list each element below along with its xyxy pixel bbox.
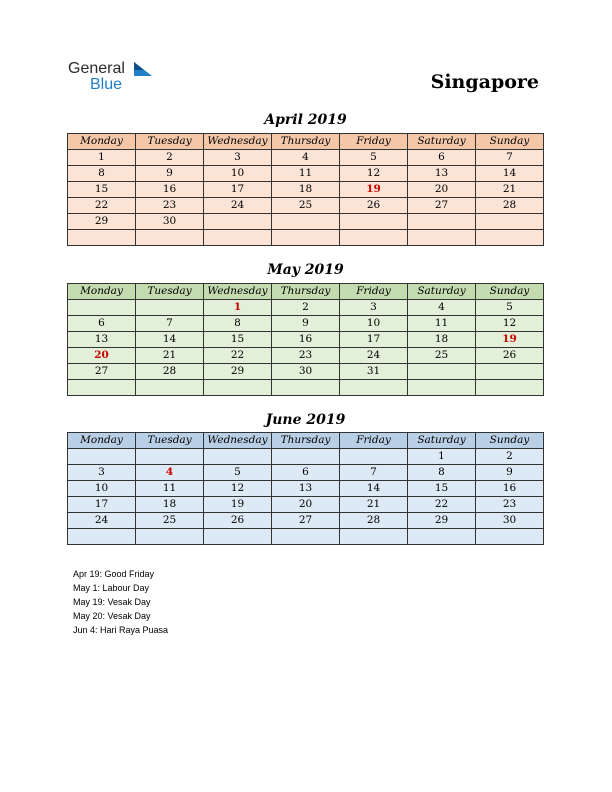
week-row (68, 316, 544, 332)
day-cell: 26 (476, 348, 544, 364)
day-cell: 6 (408, 150, 476, 166)
day-cell: 3 (68, 465, 136, 481)
day-cell: 27 (408, 198, 476, 214)
weekday-header-row (68, 433, 544, 449)
day-cell: 5 (204, 465, 272, 481)
day-cell: 22 (204, 348, 272, 364)
day-cell (68, 230, 136, 246)
day-cell: 6 (272, 465, 340, 481)
day-cell: 12 (340, 166, 408, 182)
day-cell (408, 380, 476, 396)
weekday-header: Friday (340, 134, 408, 150)
day-cell: 1 (68, 150, 136, 166)
day-cell (476, 380, 544, 396)
day-cell (340, 380, 408, 396)
day-cell: 17 (340, 332, 408, 348)
week-row (68, 300, 544, 316)
day-cell: 30 (136, 214, 204, 230)
week-row (68, 465, 544, 481)
day-cell: 31 (340, 364, 408, 380)
day-cell (408, 364, 476, 380)
day-cell (340, 214, 408, 230)
day-cell (136, 230, 204, 246)
day-cell: 29 (204, 364, 272, 380)
day-cell: 15 (408, 481, 476, 497)
day-cell: 12 (476, 316, 544, 332)
week-row (68, 449, 544, 465)
weekday-header: Saturday (408, 433, 476, 449)
day-cell: 14 (476, 166, 544, 182)
day-cell: 25 (408, 348, 476, 364)
day-cell (476, 529, 544, 545)
day-cell: 30 (476, 513, 544, 529)
month-title-april: April 2019 (264, 112, 347, 128)
day-cell: 24 (340, 348, 408, 364)
day-cell: 7 (476, 150, 544, 166)
weekday-header: Thursday (272, 284, 340, 300)
month-title-june: June 2019 (265, 412, 346, 428)
day-cell: 1 (408, 449, 476, 465)
week-row (68, 529, 544, 545)
week-row (68, 481, 544, 497)
day-cell: 7 (340, 465, 408, 481)
day-cell: 10 (204, 166, 272, 182)
day-cell (204, 529, 272, 545)
day-cell: 7 (136, 316, 204, 332)
day-cell: 23 (272, 348, 340, 364)
day-cell: 11 (272, 166, 340, 182)
day-cell: 12 (204, 481, 272, 497)
day-cell: 27 (68, 364, 136, 380)
calendar-june (67, 432, 544, 545)
day-cell (476, 230, 544, 246)
day-cell (340, 449, 408, 465)
day-cell (272, 449, 340, 465)
holiday-day-cell: 4 (136, 465, 204, 481)
day-cell: 2 (476, 449, 544, 465)
day-cell (272, 529, 340, 545)
day-cell: 23 (136, 198, 204, 214)
day-cell: 2 (136, 150, 204, 166)
weekday-header: Sunday (476, 433, 544, 449)
day-cell: 16 (272, 332, 340, 348)
day-cell: 28 (340, 513, 408, 529)
logo-flag-icon (134, 62, 152, 76)
day-cell: 2 (272, 300, 340, 316)
day-cell (204, 380, 272, 396)
week-row (68, 166, 544, 182)
day-cell (136, 300, 204, 316)
week-row (68, 332, 544, 348)
calendar-body (68, 150, 544, 246)
week-row (68, 150, 544, 166)
day-cell: 25 (272, 198, 340, 214)
holiday-day-cell: 19 (340, 182, 408, 198)
calendar-april (67, 133, 544, 246)
logo-blue-text: Blue (90, 76, 123, 93)
day-cell: 27 (272, 513, 340, 529)
day-cell: 18 (408, 332, 476, 348)
day-cell (68, 529, 136, 545)
day-cell: 3 (204, 150, 272, 166)
week-row (68, 364, 544, 380)
day-cell: 16 (476, 481, 544, 497)
day-cell: 25 (136, 513, 204, 529)
weekday-header: Tuesday (136, 134, 204, 150)
day-cell: 4 (272, 150, 340, 166)
day-cell: 14 (136, 332, 204, 348)
weekday-header: Wednesday (204, 433, 272, 449)
week-row (68, 230, 544, 246)
weekday-header: Thursday (272, 134, 340, 150)
day-cell (68, 380, 136, 396)
weekday-header-row (68, 284, 544, 300)
calendar-body (68, 449, 544, 545)
day-cell: 18 (272, 182, 340, 198)
day-cell: 29 (408, 513, 476, 529)
logo-general-text: General (68, 60, 125, 77)
holiday-item: Apr 19: Good Friday (73, 569, 155, 579)
day-cell (204, 449, 272, 465)
calendar-body (68, 300, 544, 396)
day-cell: 20 (272, 497, 340, 513)
day-cell: 13 (408, 166, 476, 182)
day-cell: 19 (204, 497, 272, 513)
day-cell: 28 (136, 364, 204, 380)
day-cell: 11 (408, 316, 476, 332)
day-cell: 21 (476, 182, 544, 198)
day-cell (68, 300, 136, 316)
day-cell: 11 (136, 481, 204, 497)
holiday-item: Jun 4: Hari Raya Puasa (73, 625, 169, 635)
holiday-item: May 1: Labour Day (73, 583, 150, 593)
day-cell (476, 364, 544, 380)
weekday-header: Saturday (408, 284, 476, 300)
day-cell: 23 (476, 497, 544, 513)
day-cell: 13 (68, 332, 136, 348)
day-cell: 17 (204, 182, 272, 198)
day-cell: 9 (136, 166, 204, 182)
day-cell: 6 (68, 316, 136, 332)
day-cell: 22 (408, 497, 476, 513)
day-cell: 8 (408, 465, 476, 481)
day-cell (272, 214, 340, 230)
day-cell (272, 230, 340, 246)
day-cell (68, 449, 136, 465)
day-cell (136, 449, 204, 465)
day-cell (340, 529, 408, 545)
day-cell (408, 529, 476, 545)
day-cell: 5 (340, 150, 408, 166)
day-cell: 8 (68, 166, 136, 182)
day-cell: 29 (68, 214, 136, 230)
day-cell: 16 (136, 182, 204, 198)
day-cell: 28 (476, 198, 544, 214)
weekday-header: Thursday (272, 433, 340, 449)
day-cell (408, 214, 476, 230)
day-cell: 14 (340, 481, 408, 497)
day-cell (408, 230, 476, 246)
week-row (68, 198, 544, 214)
day-cell (204, 214, 272, 230)
week-row (68, 513, 544, 529)
weekday-header: Monday (68, 134, 136, 150)
weekday-header: Sunday (476, 134, 544, 150)
day-cell (136, 529, 204, 545)
holiday-item: May 19: Vesak Day (73, 597, 151, 607)
week-row (68, 214, 544, 230)
day-cell: 13 (272, 481, 340, 497)
weekday-header: Monday (68, 433, 136, 449)
day-cell (476, 214, 544, 230)
day-cell: 26 (340, 198, 408, 214)
day-cell: 24 (68, 513, 136, 529)
day-cell: 8 (204, 316, 272, 332)
calendar-may (67, 283, 544, 396)
weekday-header: Tuesday (136, 433, 204, 449)
holiday-day-cell: 19 (476, 332, 544, 348)
country-title: Singapore (430, 71, 539, 93)
day-cell: 17 (68, 497, 136, 513)
weekday-header-row (68, 134, 544, 150)
holiday-item: May 20: Vesak Day (73, 611, 151, 621)
weekday-header: Tuesday (136, 284, 204, 300)
day-cell: 24 (204, 198, 272, 214)
holiday-day-cell: 20 (68, 348, 136, 364)
weekday-header: Sunday (476, 284, 544, 300)
day-cell: 9 (476, 465, 544, 481)
day-cell (340, 230, 408, 246)
day-cell: 18 (136, 497, 204, 513)
day-cell: 30 (272, 364, 340, 380)
week-row (68, 380, 544, 396)
weekday-header: Friday (340, 284, 408, 300)
day-cell: 22 (68, 198, 136, 214)
day-cell: 21 (340, 497, 408, 513)
day-cell: 10 (68, 481, 136, 497)
day-cell (204, 230, 272, 246)
day-cell: 4 (408, 300, 476, 316)
day-cell: 3 (340, 300, 408, 316)
weekday-header: Wednesday (204, 284, 272, 300)
day-cell: 15 (68, 182, 136, 198)
month-title-may: May 2019 (267, 262, 344, 278)
day-cell: 20 (408, 182, 476, 198)
week-row (68, 348, 544, 364)
week-row (68, 182, 544, 198)
day-cell: 26 (204, 513, 272, 529)
day-cell: 5 (476, 300, 544, 316)
day-cell: 21 (136, 348, 204, 364)
week-row (68, 497, 544, 513)
holiday-list (73, 567, 168, 637)
day-cell (136, 380, 204, 396)
day-cell: 9 (272, 316, 340, 332)
weekday-header: Monday (68, 284, 136, 300)
holiday-day-cell: 1 (204, 300, 272, 316)
day-cell (272, 380, 340, 396)
day-cell: 15 (204, 332, 272, 348)
weekday-header: Wednesday (204, 134, 272, 150)
weekday-header: Friday (340, 433, 408, 449)
weekday-header: Saturday (408, 134, 476, 150)
day-cell: 10 (340, 316, 408, 332)
